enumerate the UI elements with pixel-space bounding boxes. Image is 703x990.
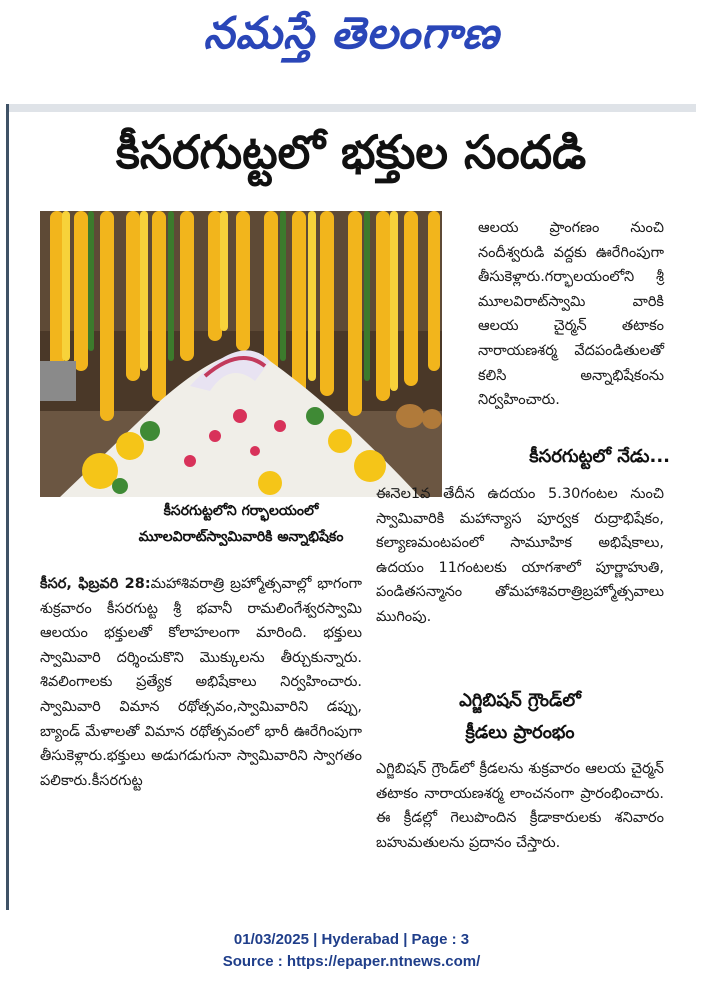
- article-paragraph-1: మహాశివరాత్రి బ్రహ్మోత్సవాల్లో భాగంగా శుక్రవారం కీసరగుట్ట శ్రీ భవానీ రామలింగేశ్వరస్వామి ఆలయం భక్తులతో కోలాహలంగా మారింది. భక్తులు స్వామివారి దర్శించుకొని మొక్కులను తీర్చుకున్నారు. శివలింగాలకు ప్రత్యేక అభిషేకాలు నిర్వహించారు. స్వామివారి విమాన రథోత్సవం,స్వామివారిని డప్పు, బ్యాండ్ మేళాలతో విమాన రథోత్సవంలో భారీ ఊరేగింపుగా తీసుకెళ్లారు.భక్తులు అడుగడుగునా స్వామివారిని స్వాగతం పలికారు.కీసరగుట్ట: [40, 576, 362, 789]
- article-dateline: కీసర, ఫిబ్రవరి 28:: [40, 576, 151, 592]
- subhead-exhibition-line2: క్రీడలు ప్రారంభం: [465, 722, 575, 743]
- footer-date-location: 01/03/2025 | Hyderabad | Page : 3: [233, 931, 470, 948]
- temple-photo: [40, 211, 442, 497]
- article-headline: కీసరగుట్టలో భక్తుల సందడి: [115, 125, 587, 179]
- masthead-logo: నమస్తే తెలంగాణ: [203, 8, 500, 59]
- photo-caption-line2: మూలవిరాట్‌స్వామివారికి అన్నాభిషేకం: [138, 529, 344, 545]
- subhead-keesaragutta-today: కీసరగుట్టలో నేడు...: [529, 446, 670, 467]
- temple-photo-illustration: [40, 211, 442, 497]
- article-body-left: [40, 572, 362, 793]
- footer-source-link[interactable]: Source : https://epaper.ntnews.com/: [222, 953, 481, 970]
- subhead-exhibition-ground: [376, 685, 664, 749]
- article-paragraph-4: ఎగ్జిబిషన్ గ్రౌండ్‌లో క్రీడలను శుక్రవారం ఆలయ చైర్మన్ తటాకం నారాయణశర్మ లాంచనంగా ప్రారంభించారు. ఈ క్రీడల్లో గెలుపొందిన క్రీడాకారులకు శనివారం బహుమతులను ప్రదానం చేస్తారు.: [376, 761, 664, 851]
- page-footer: [0, 929, 703, 973]
- subhead-exhibition-line1: ఎగ్జిబిషన్ గ్రౌండ్‌లో: [459, 690, 581, 711]
- article-paragraph-2: ఆలయ ప్రాంగణం నుంచి నందీశ్వరుడి వద్దకు ఊరేగింపుగా తీసుకెళ్లారు.గర్భాలయంలోని శ్రీ మూలవిరాట్‌స్వామి వారికి ఆలయ చైర్మన్ తటాకం నారాయణశర్మ వేదపండితులతో కలిసి అన్నాభిషేకంను నిర్వహించారు.: [478, 220, 664, 409]
- photo-caption-line1: కీసరగుట్టలోని గర్భాలయంలో: [163, 503, 319, 519]
- article-paragraph-3: ఈనెల1వ తేదీన ఉదయం 5.30గంటల నుంచి స్వామివారికి మహాన్యాస పూర్వక రుద్రాభిషేకం, కల్యాణమంటపంలో సామూహిక అభిషేకాలు, ఉదయం 11గంటలకు యాగశాలో పూర్ణాహుతి, పండితసన్మానం తోమహాశివరాత్రిబ్రహ్మోత్సవాలు ముగింపు.: [376, 486, 664, 625]
